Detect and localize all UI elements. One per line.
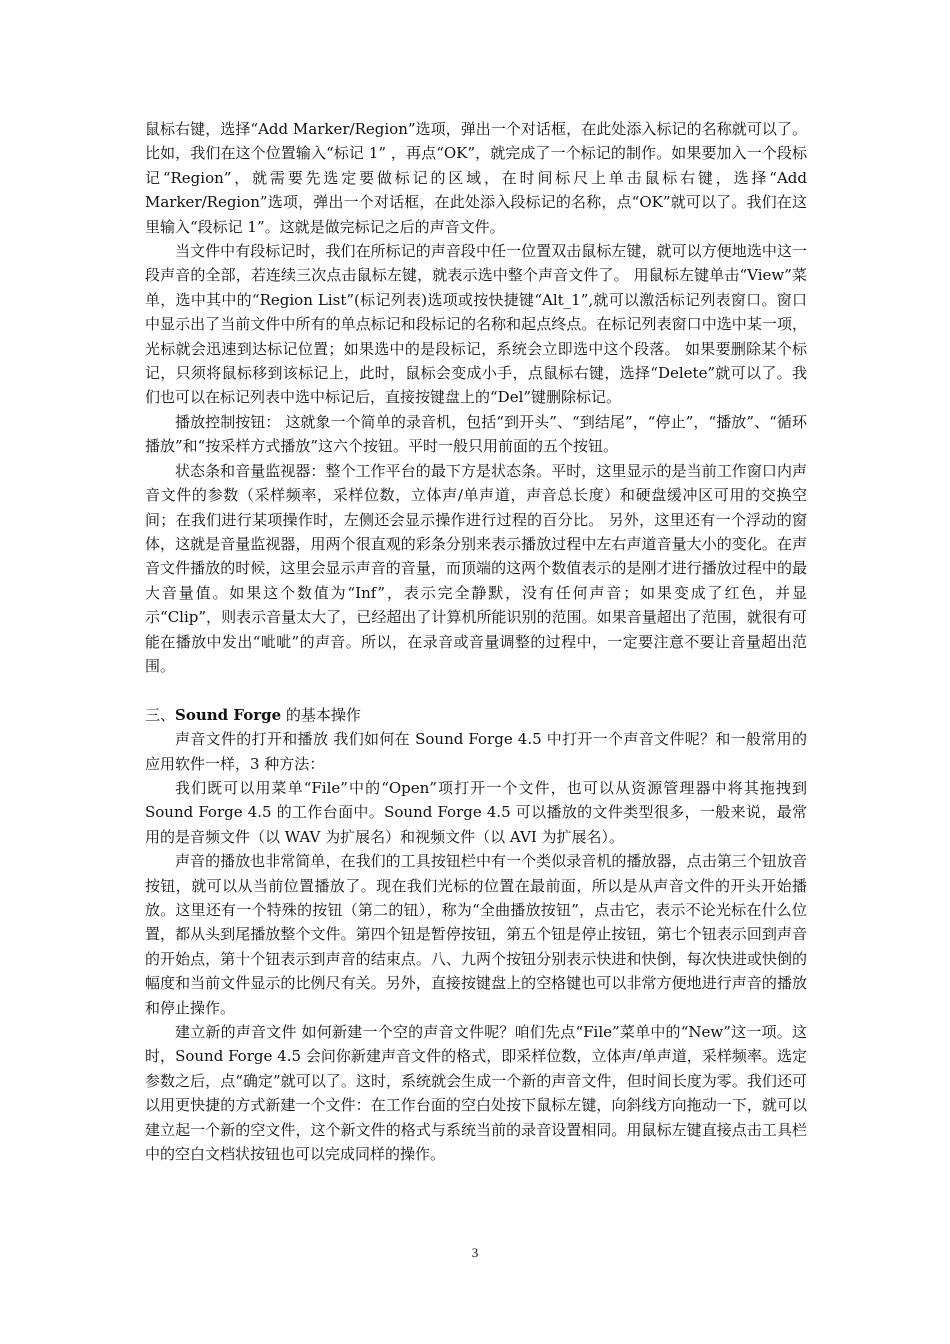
- blank-line: [145, 678, 807, 702]
- document-body: [145, 117, 807, 1166]
- paragraph-open-file: 我们既可以用菜单“File”中的“Open”项打开一个文件，也可以从资源管理器中将其拖拽到 Sound Forge 4.5 的工作台面中。Sound Forge 4.5 可以播放的文件类型很多，一般来说，最常用的是音频文件（以 WAV 为扩展名）和视频文件（以 AVI 为扩展名）。: [145, 778, 807, 846]
- section-heading-prefix: 三、: [145, 705, 176, 724]
- section-heading-suffix: 的基本操作: [281, 705, 361, 724]
- paragraph-playback-controls: 播放控制按钮： 这就象一个简单的录音机，包括“到开头”、“到结尾”，“停止”，“播放”、“循环播放”和“按采样方式播放”这六个按钮。平时一般只用前面的五个按钮。: [145, 412, 807, 456]
- page-number: 3: [471, 1245, 479, 1260]
- section-heading: [145, 703, 807, 727]
- paragraph-playback: 声音的播放也非常简单，在我们的工具按钮栏中有一个类似录音机的播放器，点击第三个钮放音按钮，就可以从当前位置播放了。现在我们光标的位置在最前面，所以是从声音文件的开头开始播放。这里还有一个特殊的按钮（第二的钮），称为“全曲播放按钮”，点击它，表示不论光标在什么位置，都从头到尾播放整个文件。第四个钮是暂停按钮，第五个钮是停止按钮，第七个钮表示回到声音的开始点，第十个钮表示到声音的结束点。八、九两个按钮分别表示快进和快倒，每次快进或快倒的幅度和当前文件显示的比例尺有关。另外，直接按键盘上的空格键也可以非常方便地进行声音的播放和停止操作。: [145, 852, 807, 1017]
- section-heading-bold: Sound Forge: [175, 705, 282, 724]
- paragraph-region-selection: 当文件中有段标记时，我们在所标记的声音段中任一位置双击鼠标左键，就可以方便地选中这一段声音的全部，若连续三次点击鼠标左键，就表示选中整个声音文件了。 用鼠标左键单击“View”菜单，选中其中的“Region List”(标记列表)选项或按快捷键“Alt_1”,就可以激活标记列表窗口。窗口中显示出了当前文件中所有的单点标记和段标记的名称和起点终点。在标记列表窗口中选中某一项，光标就会迅速到达标记位置；如果选中的是段标记，系统会立即选中这个段落。 如果要删除某个标记，只须将鼠标移到该标记上，此时，鼠标会变成小手，点鼠标右键，选择“Delete”就可以了。我们也可以在标记列表中选中标记后，直接按键盘上的“Del”键删除标记。: [145, 242, 807, 407]
- paragraph-new-file: 建立新的声音文件 如何新建一个空的声音文件呢？咱们先点“File”菜单中的“New”这一项。这时，Sound Forge 4.5 会问你新建声音文件的格式，即采样位数，立体声/单声道，采样频率。选定参数之后，点“确定”就可以了。这时，系统就会生成一个新的声音文件，但时间长度为零。我们还可以用更快捷的方式新建一个文件：在工作台面的空白处按下鼠标左键，向斜线方向拖动一下，就可以建立起一个新的空文件，这个新文件的格式与系统当前的录音设置相同。用鼠标左键直接点击工具栏中的空白文档状按钮也可以完成同样的操作。: [145, 1023, 807, 1164]
- paragraph-add-marker: 鼠标右键，选择“Add Marker/Region”选项，弹出一个对话框，在此处添入标记的名称就可以了。比如，我们在这个位置输入“标记 1” ，再点“OK”，就完成了一个标记的制作。如果要加入一个段标记“Region”，就需要先选定要做标记的区域，在时间标尺上单击鼠标右键，选择“Add Marker/Region”选项，弹出一个对话框，在此处添入段标记的名称，点“OK”就可以了。我们在这里输入“段标记 1”。这就是做完标记之后的声音文件。: [145, 120, 807, 236]
- paragraph-status-bar: 状态条和音量监视器：整个工作平台的最下方是状态条。平时，这里显示的是当前工作窗口内声音文件的参数（采样频率，采样位数，立体声/单声道，声音总长度）和硬盘缓冲区可用的交换空间；在我们进行某项操作时，左侧还会显示操作进行过程的百分比。 另外，这里还有一个浮动的窗体，这就是音量监视器，用两个很直观的彩条分别来表示播放过程中左右声道音量大小的变化。在声音文件播放的时候，这里会显示声音的音量，而顶端的这两个数值表示的是刚才进行播放过程中的最大音量值。如果这个数值为“Inf”，表示完全静默，没有任何声音；如果变成了红色，并显示“Clip”，则表示音量太大了，已经超出了计算机所能识别的范围。如果音量超出了范围，就很有可能在播放中发出“呲呲”的声音。所以，在录音或音量调整的过程中，一定要注意不要让音量超出范围。: [145, 461, 807, 675]
- paragraph-open-and-play: 声音文件的打开和播放 我们如何在 Sound Forge 4.5 中打开一个声音文件呢？和一般常用的应用软件一样，3 种方法：: [145, 730, 807, 773]
